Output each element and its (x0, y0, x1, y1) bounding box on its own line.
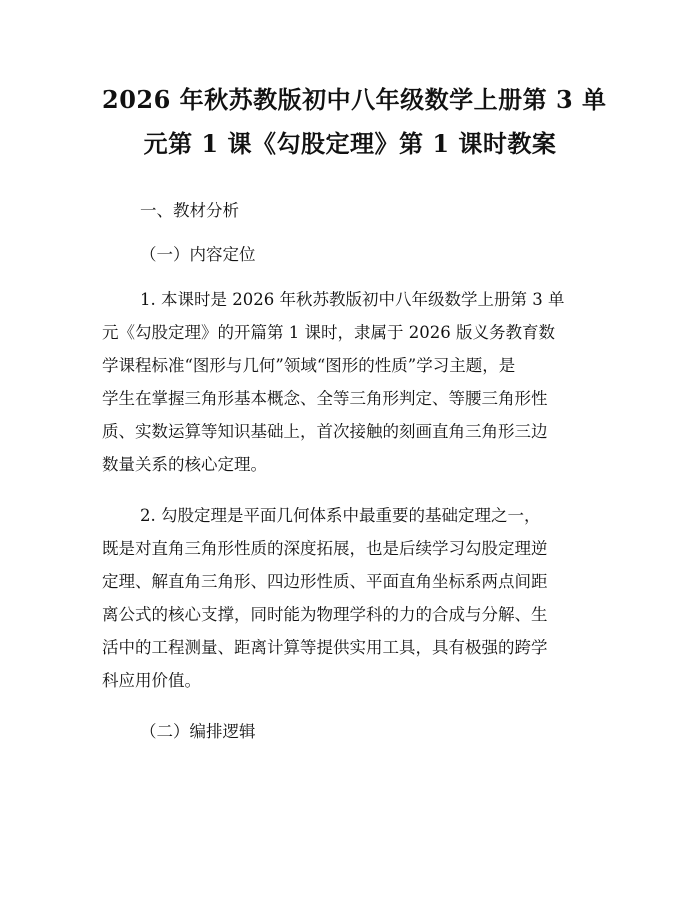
subsection-heading-arrangement-logic: （二）编排逻辑 (140, 722, 256, 741)
subsection-heading-content-positioning: （一）内容定位 (140, 245, 256, 264)
paragraph-line: 1. 本课时是 2026 年秋苏教版初中八年级数学上册第 3 单 (140, 290, 565, 309)
paragraph-2 (102, 499, 598, 697)
document-title (102, 78, 607, 166)
paragraph-line: 科应用价值。 (102, 671, 201, 690)
paragraph-line: 质、实数运算等知识基础上，首次接触的刻画直角三角形三边 (102, 422, 548, 441)
paragraph-line: 数量关系的核心定理。 (102, 455, 267, 474)
section-heading-textbook-analysis: 一、教材分析 (140, 201, 239, 220)
document-body (102, 194, 598, 748)
paragraph-line: 学课程标准“图形与几何”领域“图形的性质”学习主题，是 (102, 356, 516, 375)
title-line-1: 2026 年秋苏教版初中八年级数学上册第 3 单 (102, 85, 607, 114)
paragraph-line: 学生在掌握三角形基本概念、全等三角形判定、等腰三角形性 (102, 389, 548, 408)
paragraph-1 (102, 283, 598, 481)
paragraph-line: 2. 勾股定理是平面几何体系中最重要的基础定理之一， (140, 506, 541, 525)
title-line-2: 元第 1 课《勾股定理》第 1 课时教案 (143, 129, 557, 158)
paragraph-line: 既是对直角三角形性质的深度拓展，也是后续学习勾股定理逆 (102, 539, 548, 558)
paragraph-line: 离公式的核心支撑，同时能为物理学科的力的合成与分解、生 (102, 605, 548, 624)
paragraph-line: 活中的工程测量、距离计算等提供实用工具，具有极强的跨学 (102, 638, 548, 657)
paragraph-line: 定理、解直角三角形、四边形性质、平面直角坐标系两点间距 (102, 572, 548, 591)
paragraph-line: 元《勾股定理》的开篇第 1 课时，隶属于 2026 版义务教育数 (102, 323, 555, 342)
